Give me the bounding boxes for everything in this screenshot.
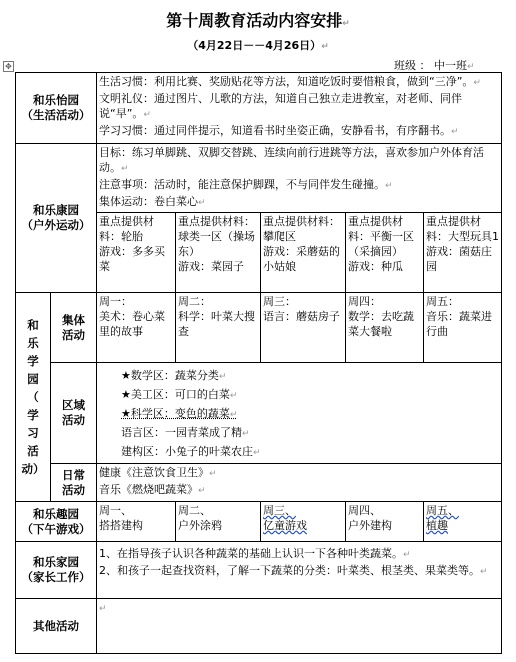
play-header-text: 和乐趣园 （下午游戏） — [21, 506, 91, 536]
health-line-1: 目标：练习单脚跳、双脚交替跳、连续向前行进跳等方法，喜欢参加户外体育活动。↵ — [99, 146, 484, 174]
life-line-1: 生活习惯：利用比赛、奖励贴花等方法，知道吃饭时要惜粮食，做到“三净”。↵ — [99, 75, 481, 88]
row-health-goals — [16, 144, 502, 213]
health-area-5[interactable]: 重点提供材料：大型玩具1 游戏：菌菇庄园 — [424, 213, 502, 293]
home-content[interactable] — [97, 542, 502, 599]
health-line-3: 集体运动：卷白菜心↵ — [99, 195, 206, 208]
home-header-text: 和乐家园 （家长工作） — [21, 555, 91, 584]
row-home — [16, 542, 502, 599]
life-header — [16, 73, 97, 144]
area-line-2: ★美工区：可口的白菜↵ — [121, 388, 238, 401]
daily-label: 日常 活动 — [51, 464, 97, 502]
collective-day-1[interactable]: 周一： 美术：卷心菜里的故事 — [97, 293, 176, 363]
daily-content[interactable] — [97, 464, 502, 502]
health-content[interactable] — [97, 144, 502, 213]
area-content[interactable] — [97, 363, 502, 464]
life-line-2: 文明礼仪：通过图片、儿歌的方法，知道自己独立走进教室，对老师、同伴说“早”。↵ — [99, 92, 462, 120]
row-study-area — [16, 363, 502, 464]
life-line-3: 学习习惯：通过同伴提示，知道看书时坐姿正确，安静看书，有序翻书。↵ — [99, 124, 459, 137]
other-content[interactable]: ↵ — [97, 599, 502, 654]
home-line-2: 2、和孩子一起查找资料，了解一下蔬菜的分类：叶菜类、根茎类、果菜类等。↵ — [99, 564, 488, 577]
health-header — [16, 144, 97, 293]
collective-day-4[interactable]: 周四： 数学：去吃蔬菜大餐啦 — [346, 293, 424, 363]
collective-day-2[interactable]: 周二： 科学：叶菜大搜查 — [176, 293, 261, 363]
life-content[interactable] — [97, 73, 502, 144]
collective-label: 集体 活动 — [51, 293, 97, 363]
play-day-4[interactable]: 周四、 户外建构 — [346, 502, 424, 542]
area-line-4: 语言区：一园青菜成了精↵ — [121, 426, 250, 439]
study-header-text: 和 乐 学 园 （ 学 习 活 动） — [21, 318, 45, 476]
play-day-5[interactable]: 周五、 植趣 — [424, 502, 502, 542]
play-day-3[interactable]: 周三、 亿童游戏 — [261, 502, 346, 542]
daily-line-2: 音乐《燃烧吧蔬菜》↵ — [99, 483, 206, 496]
health-area-4[interactable]: 重点提供材料：平衡一区（采摘园） 游戏：种瓜 — [346, 213, 424, 293]
row-life — [16, 73, 502, 144]
schedule-table — [15, 72, 502, 654]
collective-day-3[interactable]: 周三： 语言：蘑菇房子 — [261, 293, 346, 363]
class-label: 班级 ： 中一班↵ — [394, 59, 475, 72]
row-play — [16, 502, 502, 542]
health-header-text: 和乐康园 （户外运动） — [21, 203, 91, 232]
other-header — [16, 599, 97, 654]
area-line-1: ★数学区：蔬菜分类↵ — [121, 369, 227, 382]
other-header-text: 其他活动 — [33, 618, 79, 633]
play-day-2[interactable]: 周二、 户外涂鸦 — [176, 502, 261, 542]
play-header — [16, 502, 97, 542]
row-other — [16, 599, 502, 654]
study-header — [16, 293, 51, 502]
health-line-2: 注意事项：活动时，能注意保护脚踝，不与同伴发生碰撞。↵ — [99, 178, 393, 191]
row-study-collective — [16, 293, 502, 363]
health-area-2[interactable]: 重点提供材料：球类一区（操场东） 游戏：菜园子 — [176, 213, 261, 293]
row-study-daily — [16, 464, 502, 502]
daily-line-1: 健康《注意饮食卫生》↵ — [99, 466, 217, 479]
table-move-handle-icon[interactable]: ✥ — [3, 61, 14, 72]
health-area-3[interactable]: 重点提供材料：攀爬区 游戏：采蘑菇的小姑娘 — [261, 213, 346, 293]
date-range: （4月22日－－4月26日）↵ — [187, 39, 329, 52]
document-title: 第十周教育活动内容安排↵ — [166, 11, 350, 30]
area-label: 区域 活动 — [51, 363, 97, 464]
home-line-1: 1、在指导孩子认识各种蔬菜的基础上认识一下各种叶类蔬菜。↵ — [99, 547, 411, 560]
home-header — [16, 542, 97, 599]
life-header-text: 和乐怡园 （生活活动） — [21, 93, 91, 122]
area-line-5: 建构区：小兔子的叶菜农庄↵ — [121, 445, 261, 458]
health-area-1[interactable]: 重点提供材料：轮胎 游戏：多多买菜 — [97, 213, 176, 293]
area-line-3: ★科学区：变色的蔬菜↵ — [121, 407, 238, 420]
play-day-1[interactable]: 周一、 搭搭建构 — [97, 502, 176, 542]
collective-day-5[interactable]: 周五： 音乐：蔬菜进行曲 — [424, 293, 502, 363]
